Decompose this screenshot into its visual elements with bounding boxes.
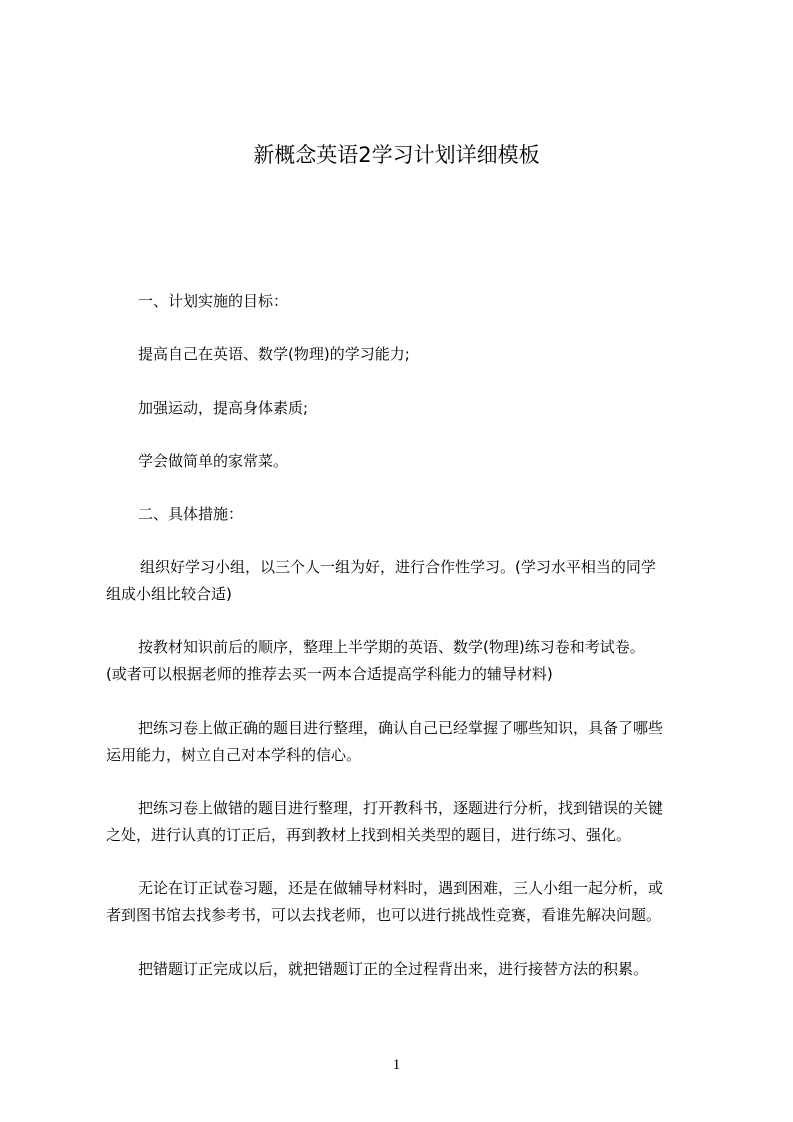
measure-paragraph (106, 554, 702, 608)
measure-paragraph (106, 715, 702, 769)
paragraph-line: (或者可以根据老师的推荐去买一两本合适提高学科能力的辅导材料) (106, 665, 553, 683)
measure-paragraph (106, 634, 702, 688)
section1-item: 加强运动，提高身体素质; (138, 399, 309, 417)
paragraph-line: 把练习卷上做错的题目进行整理，打开教科书，逐题进行分析，找到错误的关键 (138, 799, 664, 817)
paragraph-line: 把错题订正完成以后，就把错题订正的全过程背出来，进行接替方法的积累。 (138, 960, 649, 978)
measure-paragraph (106, 956, 702, 983)
measure-paragraph (106, 875, 702, 929)
page-number: 1 (392, 1057, 401, 1073)
paragraph-line: 运用能力，树立自己对本学科的信心。 (106, 746, 362, 764)
section1-item: 提高自己在英语、数学(物理)的学习能力; (138, 345, 410, 363)
paragraph-line: 把练习卷上做正确的题目进行整理，确认自己已经掌握了哪些知识，具备了哪些 (138, 719, 664, 737)
measure-paragraph (106, 795, 702, 849)
paragraph-line: 按教材知识前后的顺序，整理上半学期的英语、数学(物理)练习卷和考试卷。 (138, 638, 645, 656)
paragraph-line: 者到图书馆去找参考书，可以去找老师，也可以进行挑战性竞赛，看谁先解决问题。 (106, 906, 662, 924)
paragraph-line: 无论在订正试卷习题，还是在做辅导材料时，遇到困难，三人小组一起分析，或 (138, 879, 664, 897)
section2-heading: 二、具体措施： (138, 505, 244, 523)
paragraph-line: 组成小组比较合适) (106, 585, 232, 603)
section1-heading: 一、计划实施的目标： (138, 292, 289, 310)
document-title: 新概念英语2学习计划详细模板 (253, 143, 540, 167)
paragraph-line: 组织好学习小组，以三个人一组为好，进行合作性学习。(学习水平相当的同学 (140, 558, 656, 576)
section1-item: 学会做简单的家常菜。 (138, 452, 289, 470)
paragraph-line: 之处，进行认真的订正后，再到教材上找到相关类型的题目，进行练习、强化。 (106, 826, 632, 844)
